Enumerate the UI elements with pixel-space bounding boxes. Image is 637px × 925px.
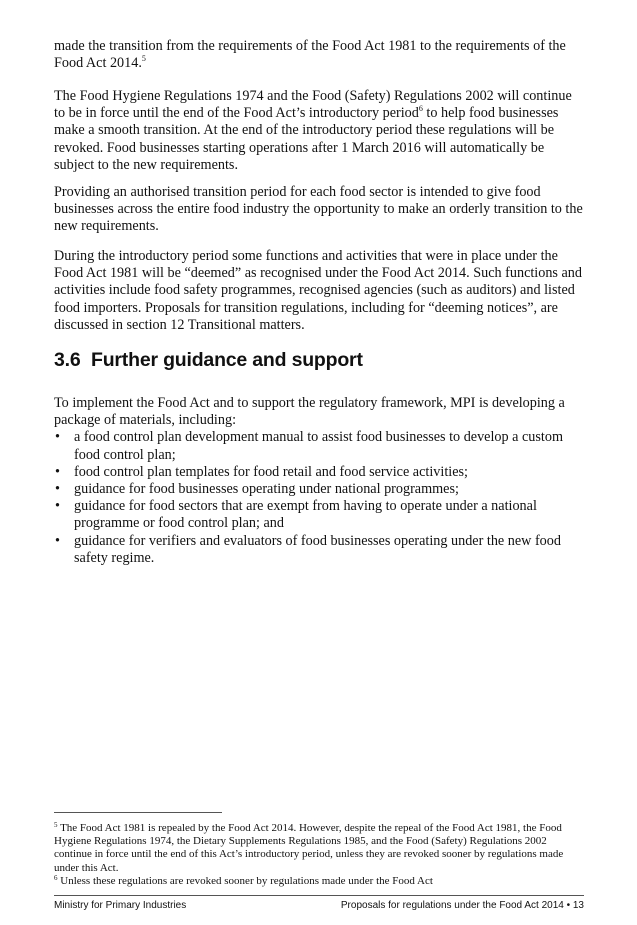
footnote-text: Unless these regulations are revoked sooner by regulations made under the Food Act bbox=[60, 874, 433, 887]
footnote-ref-6[interactable]: 6 bbox=[418, 104, 423, 114]
paragraph-text: made the transition from the requirements of the Food Act 1981 to the requirements of the Food Act 2014. bbox=[54, 38, 566, 72]
paragraph-text: Providing an authorised transition period for each food sector is intended to give food businesses across the entire food industry the opportunity to make an orderly transition to the new requirements. bbox=[54, 184, 583, 235]
footnote-text: The Food Act 1981 is repealed by the Food Act 2014. However, despite the repeal of the Food Act 1981, the Food Hygiene Regulations 1974, the Dietary Supplements Regulations 1985, and the Food (Safety) Regulations 2002 continue in force until the end of this Act’s introductory period, unless they are revoked sooner by regulations made under this Act. bbox=[54, 822, 564, 874]
section-body bbox=[54, 395, 584, 567]
list-item bbox=[54, 429, 584, 463]
body-paragraph-transition bbox=[54, 184, 584, 236]
section-intro: To implement the Food Act and to support the regulatory framework, MPI is developing a package of materials, including: bbox=[54, 395, 565, 429]
paragraph-text: During the introductory period some functions and activities that were in place under the Food Act 1981 will be “deemed” as recognised under the Food Act 2014. Such functions and activities include food safety programmes, recognised agencies (such as auditors) and listed food importers. Proposals for transition regulations, including for “deeming notices”, are discussed in section 12 Transitional matters. bbox=[54, 248, 582, 333]
footer-divider bbox=[54, 895, 584, 896]
list-item-text: guidance for verifiers and evaluators of food businesses operating under the new food safety regime. bbox=[74, 532, 561, 566]
bullet-icon: • bbox=[55, 481, 60, 498]
footer-organization: Ministry for Primary Industries bbox=[54, 900, 187, 911]
list-item bbox=[54, 533, 584, 567]
footnote-divider bbox=[54, 812, 222, 813]
body-paragraph-continuation bbox=[54, 38, 584, 72]
footnote-ref-5[interactable]: 5 bbox=[141, 54, 146, 64]
body-paragraph-deeming bbox=[54, 248, 584, 334]
bullet-icon: • bbox=[55, 498, 60, 515]
guidance-list bbox=[54, 429, 584, 567]
list-item bbox=[54, 464, 584, 481]
paragraph-text: The Food Hygiene Regulations 1974 and the Food (Safety) Regulations 2002 will continue to be in force until the end of the Food Act’s introductory period bbox=[54, 88, 572, 122]
paragraph-text: to help food businesses make a smooth transition. At the end of the introductory period these regulations will be revoked. Food businesses starting operations after 1 March 2016 will automatically be subject to the new requirements. bbox=[54, 105, 559, 173]
list-item-text: a food control plan development manual to assist food businesses to develop a custom food control plan; bbox=[74, 429, 563, 463]
bullet-icon: • bbox=[55, 429, 60, 446]
list-item-text: guidance for food businesses operating under national programmes; bbox=[74, 481, 459, 498]
footnote-5 bbox=[54, 822, 584, 875]
section-title: Further guidance and support bbox=[91, 349, 363, 371]
section-number: 3.6 bbox=[54, 349, 81, 371]
list-item bbox=[54, 498, 584, 532]
footnote-6 bbox=[54, 875, 584, 888]
footnote-number: 5 bbox=[54, 821, 58, 829]
bullet-icon: • bbox=[55, 463, 60, 480]
list-item bbox=[54, 481, 584, 498]
footer-document-title-page: Proposals for regulations under the Food Act 2014 • 13 bbox=[340, 900, 584, 911]
bullet-icon: • bbox=[55, 532, 60, 549]
footnote-number: 6 bbox=[54, 873, 58, 882]
footnotes bbox=[54, 822, 584, 888]
list-item-text: food control plan templates for food retail and food service activities; bbox=[74, 463, 468, 480]
list-item-text: guidance for food sectors that are exempt from having to operate under a national programme or food control plan; and bbox=[74, 498, 537, 532]
section-heading bbox=[54, 349, 363, 372]
body-paragraph-regulations bbox=[54, 88, 584, 174]
